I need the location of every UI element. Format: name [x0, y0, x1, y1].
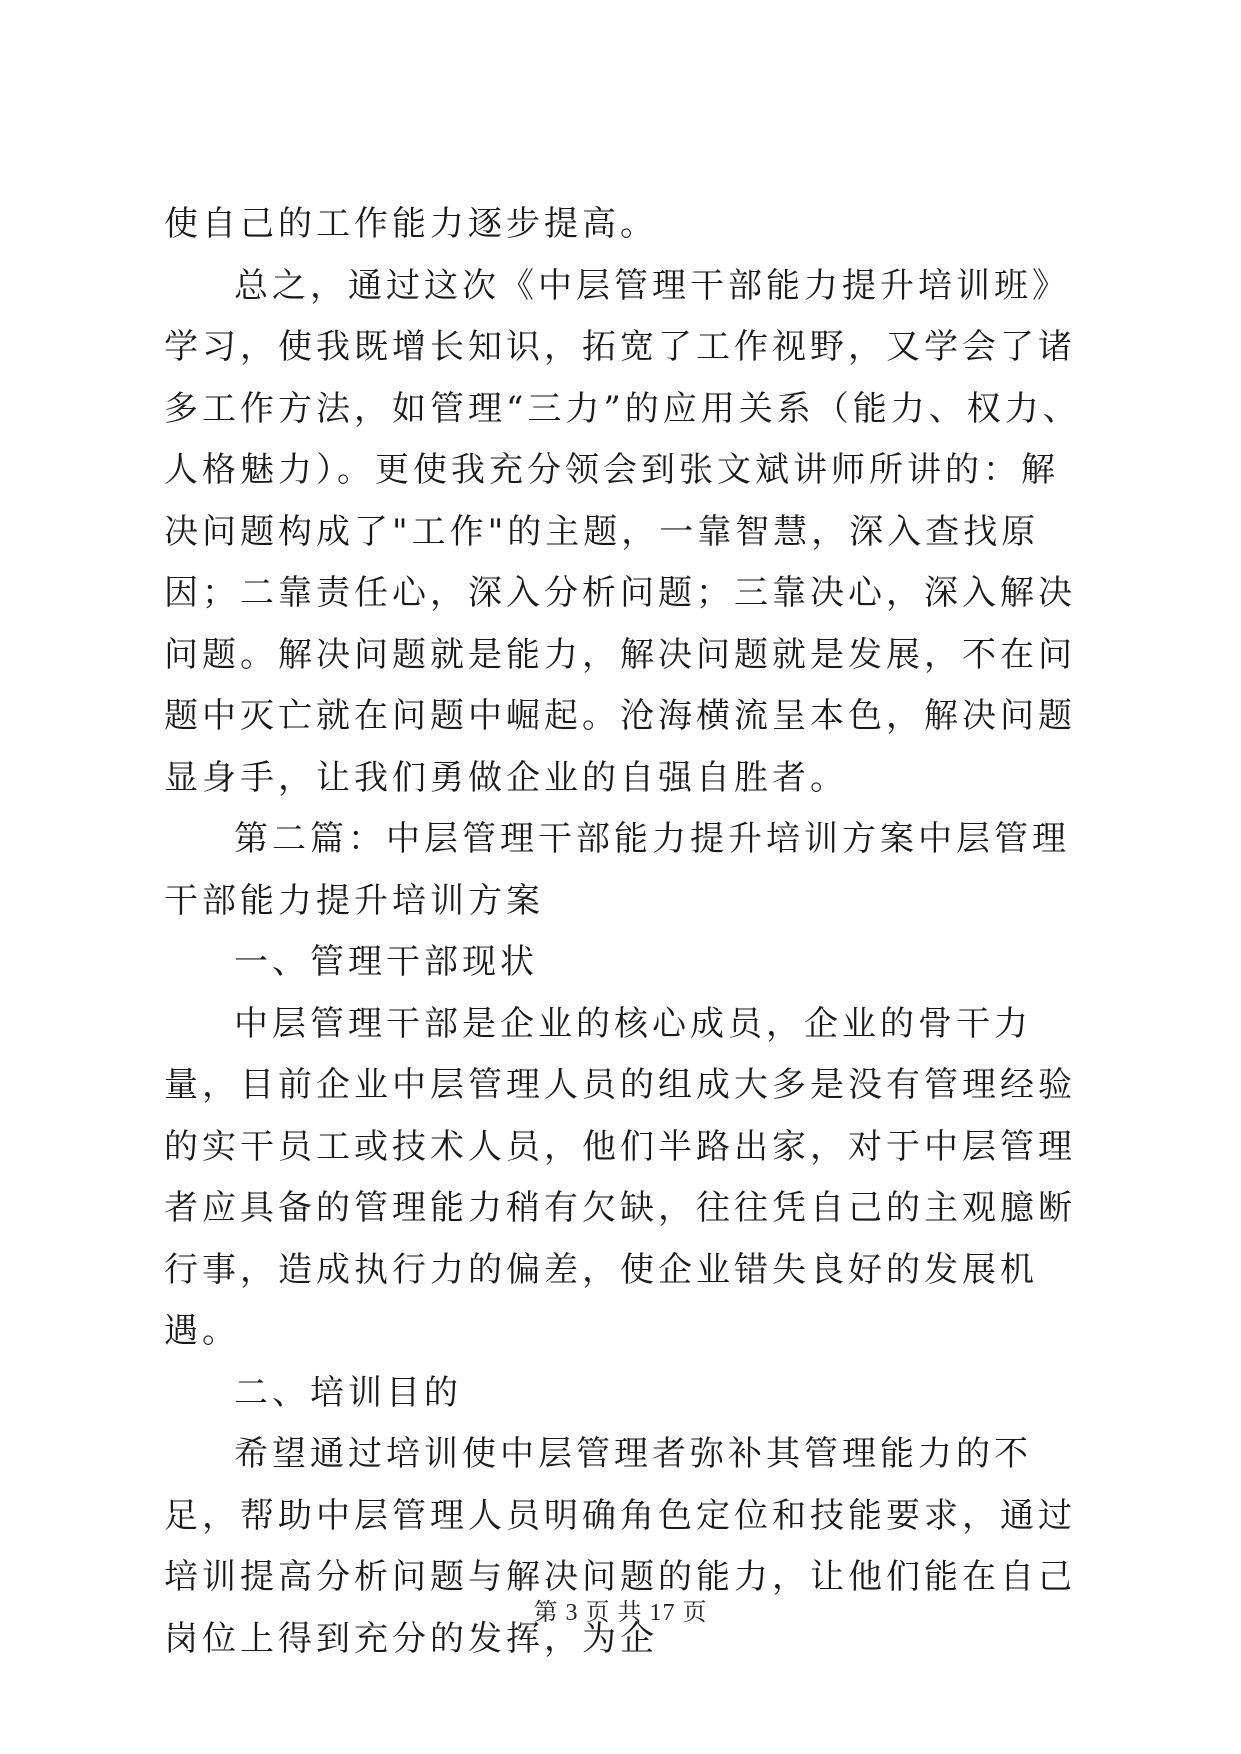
page-number-footer: 第 3 页 共 17 页: [533, 1600, 708, 1626]
paragraph-management-status: 中层管理干部是企业的核心成员，企业的骨干力量，目前企业中层管理人员的组成大多是没有管理经验的实干员工或技术人员，他们半路出家，对于中层管理者应具备的管理能力稍有欠缺，往往凭自己的主观臆断行事，造成执行力的偏差，使企业错失良好的发展机遇。: [164, 1003, 1076, 1351]
paragraph-continuation: 使自己的工作能力逐步提高。: [164, 204, 658, 244]
paragraph-summary: 总之，通过这次《中层管理干部能力提升培训班》学习，使我既增长知识，拓宽了工作视野，又学会了诸多工作方法，如管理“三力”的应用关系（能力、权力、人格魅力）。更使我充分领会到张文斌讲师所讲的：解决问题构成了"工作"的主题，一靠智慧，深入查找原因；二靠责任心，深入分析问题；三靠决心，深入解决问题。解决问题就是能力，解决问题就是发展，不在问题中灭亡就在问题中崛起。沧海横流呈本色，解决问题显身手，让我们勇做企业的自强自胜者。: [164, 265, 1081, 798]
section-title-part-two: 第二篇：中层管理干部能力提升培训方案中层管理干部能力提升培训方案: [164, 819, 1070, 921]
page-content: [164, 194, 1084, 1670]
heading-training-purpose: 二、培训目的: [234, 1372, 462, 1413]
heading-management-status: 一、管理干部现状: [234, 942, 538, 982]
paragraph-training-purpose: 希望通过培训使中层管理者弥补其管理能力的不足，帮助中层管理人员明确角色定位和技能要求，通过培训提高分析问题与解决问题的能力，让他们能在自己岗位上得到充分的发挥，为企: [164, 1434, 1076, 1659]
